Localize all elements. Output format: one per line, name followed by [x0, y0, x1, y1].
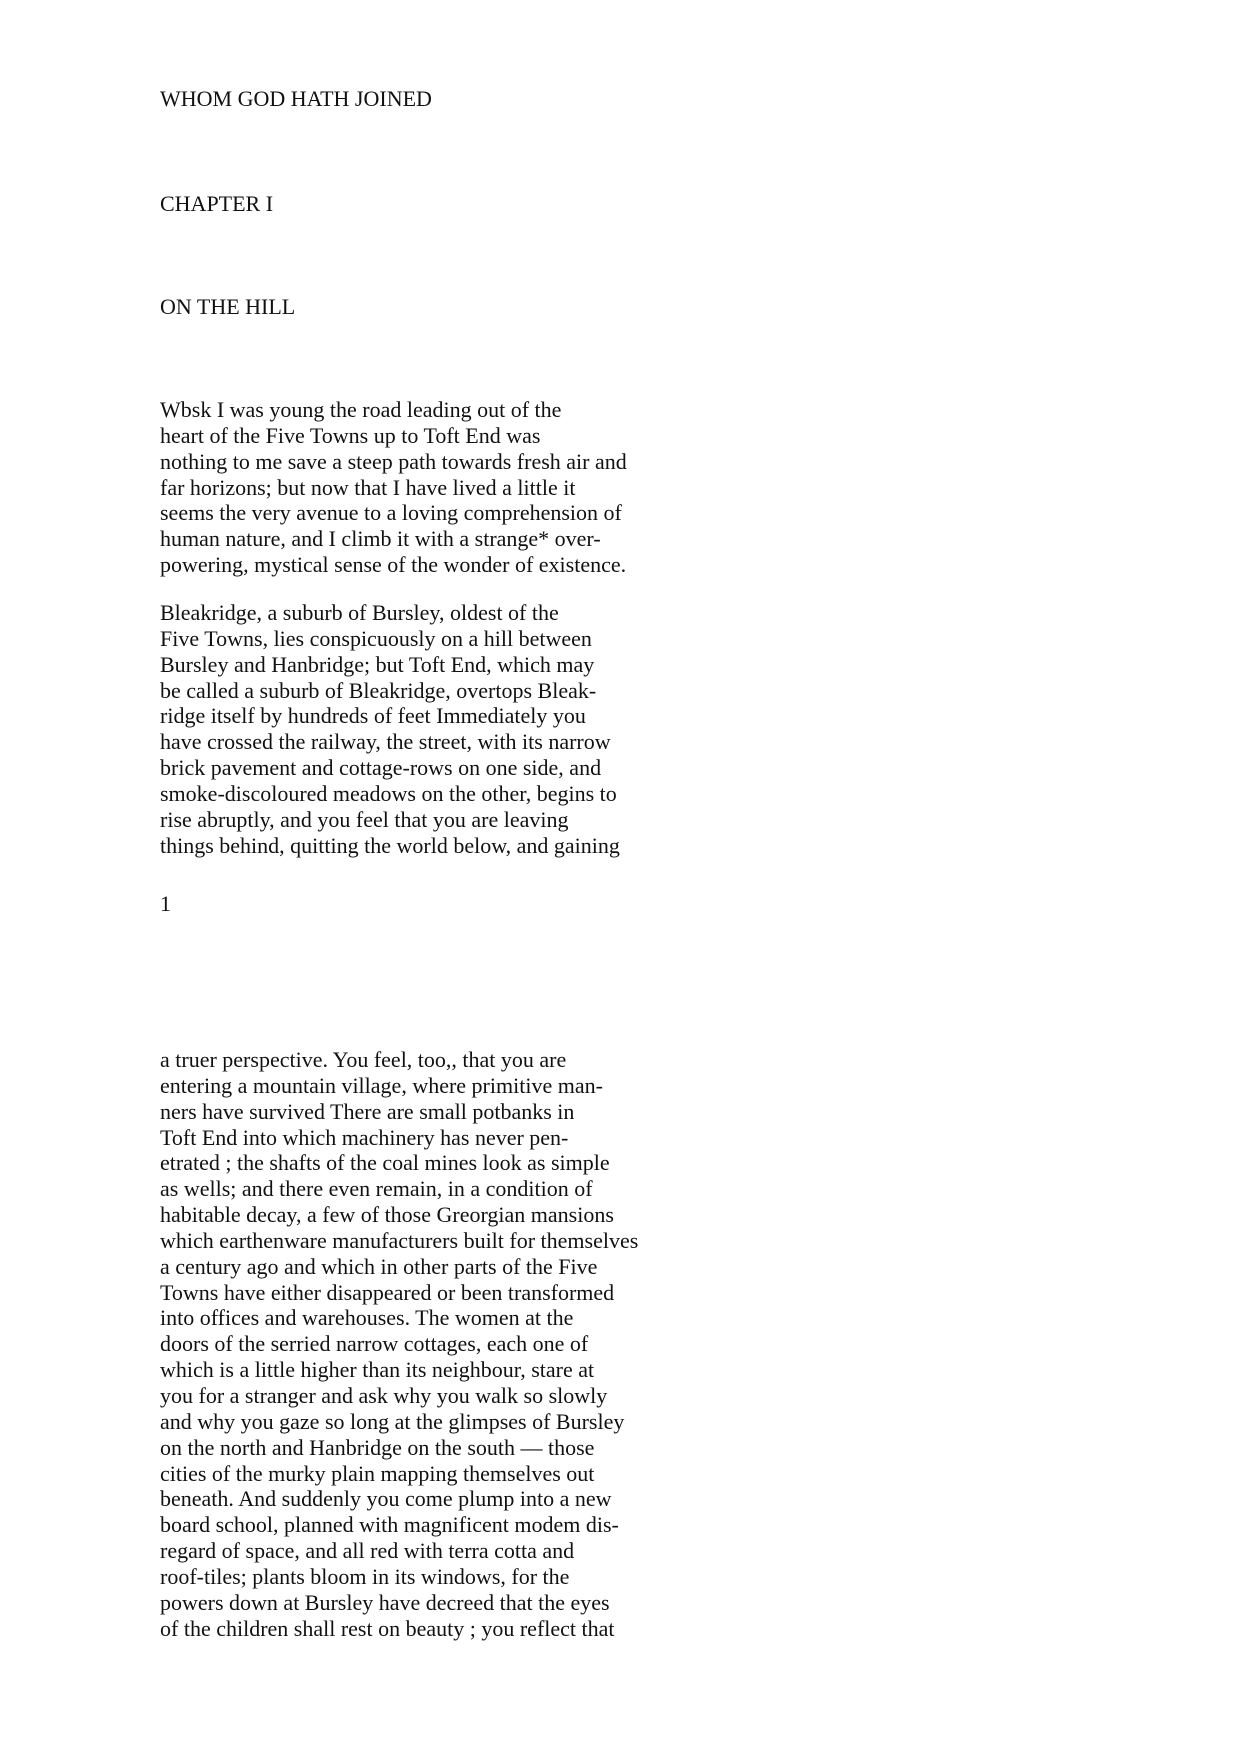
- paragraph-line: doors of the serried narrow cottages, each one of: [160, 1331, 589, 1357]
- paragraph-line: cities of the murky plain mapping themselves out: [160, 1460, 595, 1486]
- paragraph-line: Bursley and Hanbridge; but Toft End, which may: [160, 651, 595, 677]
- paragraph-line: Toft End into which machinery has never pen-: [160, 1124, 569, 1150]
- paragraph-line: ners have survived There are small potbanks in: [160, 1098, 575, 1124]
- paragraph-line: far horizons; but now that I have lived a little it: [160, 474, 576, 500]
- paragraph-line: have crossed the railway, the street, with its narrow: [160, 729, 611, 755]
- paragraph-line: nothing to me save a steep path towards fresh air and: [160, 448, 627, 474]
- paragraph-line: regard of space, and all red with terra cotta and: [160, 1538, 575, 1564]
- paragraph-line: be called a suburb of Bleakridge, overtops Bleak-: [160, 677, 597, 703]
- paragraph-line: of the children shall rest on beauty ; you reflect that: [160, 1615, 615, 1641]
- paragraph-line: as wells; and there even remain, in a condition of: [160, 1176, 593, 1202]
- paragraph-line: brick pavement and cottage-rows on one side, and: [160, 755, 602, 781]
- paragraph-line: powers down at Bursley have decreed that the eyes: [160, 1589, 610, 1615]
- book-title: WHOM GOD HATH JOINED: [160, 86, 432, 111]
- paragraph-line: habitable decay, a few of those Greorgian mansions: [160, 1202, 614, 1228]
- paragraph-line: a truer perspective. You feel, too,, that you are: [160, 1047, 567, 1072]
- paragraph-line: Five Towns, lies conspicuously on a hill between: [160, 625, 592, 651]
- paragraph-line: and why you gaze so long at the glimpses of Bursley: [160, 1408, 625, 1434]
- paragraph-line: things behind, quitting the world below, and gaining: [160, 832, 620, 858]
- chapter-label: CHAPTER I: [160, 191, 274, 216]
- paragraph-line: smoke-discoloured meadows on the other, begins to: [160, 780, 617, 806]
- paragraph-line: on the north and Hanbridge on the south — those: [160, 1434, 595, 1460]
- paragraph-3: [160, 1047, 638, 1641]
- paragraph-line: etrated ; the shafts of the coal mines look as simple: [160, 1150, 610, 1176]
- paragraph-line: Bleakridge, a suburb of Bursley, oldest of the: [160, 600, 559, 625]
- paragraph-2: [160, 600, 620, 858]
- paragraph-line: board school, planned with magnificent modem dis-: [160, 1512, 619, 1538]
- paragraph-line: which is a little higher than its neighbour, stare at: [160, 1357, 595, 1383]
- paragraph-line: powering, mystical sense of the wonder of existence.: [160, 552, 627, 578]
- chapter-title: ON THE HILL: [160, 294, 296, 319]
- paragraph-line: into offices and warehouses. The women at the: [160, 1305, 574, 1331]
- paragraph-line: rise abruptly, and you feel that you are leaving: [160, 806, 569, 832]
- paragraph-line: you for a stranger and ask why you walk so slowly: [160, 1382, 608, 1408]
- paragraph-line: human nature, and I climb it with a strange* over-: [160, 526, 601, 552]
- paragraph-line: Towns have either disappeared or been transformed: [160, 1279, 615, 1305]
- paragraph-line: ridge itself by hundreds of feet Immediately you: [160, 703, 586, 729]
- paragraph-line: heart of the Five Towns up to Toft End was: [160, 422, 541, 448]
- paragraph-line: Wbsk I was young the road leading out of the: [160, 397, 562, 422]
- paragraph-1: [160, 397, 627, 578]
- page-number: 1: [160, 891, 171, 916]
- paragraph-line: a century ago and which in other parts of the Five: [160, 1253, 598, 1279]
- paragraph-line: seems the very avenue to a loving comprehension of: [160, 500, 622, 526]
- paragraph-line: which earthenware manufacturers built for themselves: [160, 1227, 639, 1253]
- paragraph-line: beneath. And suddenly you come plump into a new: [160, 1486, 612, 1512]
- paragraph-line: roof-tiles; plants bloom in its windows, for the: [160, 1563, 570, 1589]
- paragraph-line: entering a mountain village, where primitive man-: [160, 1072, 603, 1098]
